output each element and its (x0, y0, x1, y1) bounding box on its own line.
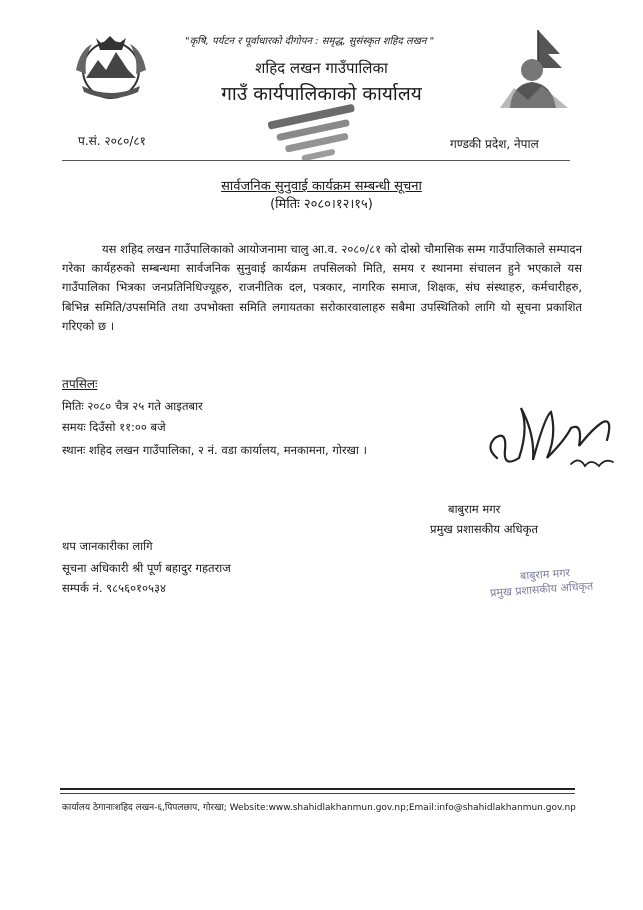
header-divider (62, 160, 570, 161)
signer-name: बाबुराम मगर (448, 502, 501, 516)
province-label: गण्डकी प्रदेश, नेपाल (450, 137, 539, 151)
notice-body: यस शहिद लखन गाउँपालिकाको आयोजनामा चालु आ.व. २०८०/८१ को दोस्रो चौमासिक सम्म गाउँपालिकाले सम्पादन गरेका कार्यहरुको सम्बन्धमा सार्वजनिक सुनुवाई कार्यक्रम तपसिलको मिति, समय र स्थानमा संचालन हुने भएकाले यस गाउँपालिका भित्रका जनप्रतिनिधिज्यूहरु, राजनीतिक दल, पत्रकार, नागरिक समाज, शिक्षक, संघ संस्थाहरु, कर्मचारीहरु, बिभिन्न समिति/उपसमिति तथा उपभोक्ता समिति लगायतका सरोकारवालाहरु सबैमा उपस्थितिको लागि यो सूचना प्रकाशित गरिएको छ । (62, 242, 582, 333)
footer-divider-thin (60, 793, 575, 794)
details-heading: तपसिलः (62, 377, 98, 391)
office-stamp-icon (262, 104, 372, 174)
detail-date: मितिः २०८० चैत्र २५ गते आइतबार (62, 399, 203, 413)
contact-heading: थप जानकारीका लागि (62, 539, 153, 553)
name-stamp: बाबुराम मगर (519, 566, 571, 583)
footer-divider (60, 788, 575, 790)
contact-phone: सम्पर्क नं. ९८५६०१०५३४ (62, 581, 166, 595)
detail-time: समयः दिउँसो ११:०० बजे (62, 420, 166, 434)
footer-address: कार्यालय ठेगानाःशहिद लखन-६,पिपलछाप, गोरखा; Website:www.shahidlakhanmun.gov.np;Email:info@shahidlakhanmun.gov.np (62, 803, 576, 813)
notice-date: (मितिः २०८०।१२।१५) (270, 197, 373, 212)
contact-officer: सूचना अधिकारी श्री पूर्ण बहादुर गहतराज (62, 561, 231, 575)
office-name: गाउँ कार्यपालिकाको कार्यालय (221, 83, 422, 105)
signature-icon (475, 388, 625, 486)
signer-title: प्रमुख प्रशासकीय अधिकृत (430, 522, 538, 536)
notice-title: सार्वजनिक सुनुवाई कार्यक्रम सम्बन्धी सूचना (221, 179, 422, 194)
letterhead-slogan: "कृषि, पर्यटन र पूर्वाधारको दीगोपन : समृद्ध, सुसंस्कृत शहिद लखन " (185, 36, 435, 47)
detail-venue: स्थानः शहिद लखन गाउँपालिका, २ नं. वडा कार्यालय, मनकामना, गोरखा । (62, 443, 367, 457)
title-stamp: प्रमुख प्रशासकीय अधिकृत (489, 579, 594, 600)
org-name: शहिद लखन गाउँपालिका (255, 59, 388, 77)
reference-number: प.सं. २०८०/८१ (78, 134, 146, 148)
